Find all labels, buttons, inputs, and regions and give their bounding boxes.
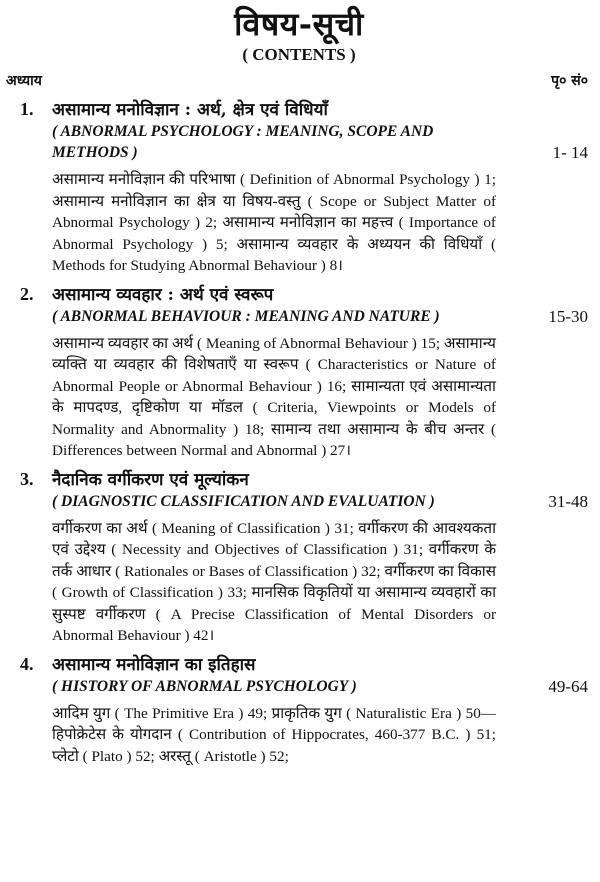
page-title: विषय-सूची (234, 5, 364, 43)
chapter-entry-3 (6, 468, 592, 647)
chapter-english-title: ( HISTORY OF ABNORMAL PSYCHOLOGY ) (52, 677, 357, 695)
chapter-entry-1 (6, 98, 592, 277)
page-number-column-label: पृ० सं० (551, 73, 588, 89)
chapter-title: असामान्य मनोविज्ञान का इतिहास (52, 654, 256, 675)
column-headers (6, 70, 592, 92)
chapter-number: 1. (20, 99, 34, 119)
chapter-entry-4 (6, 653, 592, 768)
chapter-topics: असामान्य व्यवहार का अर्थ ( Meaning of Abnormal Behaviour ) 15; असामान्य व्यक्ति या व्यवहार की विशेषताएँ या स्वरूप ( Characteristics or Nature of Abnormal People or Abnormal Behaviour ) 16; सामान्यता एवं असामान्यता के मापदण्ड, दृष्टिकोण या मॉडल ( Criteria, Viewpoints or Models of Normality and Abnormality ) 18; सामान्य तथा असामान्य के बीच अन्तर ( Differences between Normal and Abnormal ) 27। (52, 334, 496, 459)
chapter-english-title: ( DIAGNOSTIC CLASSIFICATION AND EVALUATION ) (52, 492, 435, 510)
chapter-page-range: 1- 14 (552, 143, 588, 162)
chapter-english-title: ( ABNORMAL PSYCHOLOGY : MEANING, SCOPE AND METHODS ) (52, 123, 434, 161)
chapter-page-range: 31-48 (548, 491, 588, 511)
chapter-number: 3. (20, 468, 34, 489)
chapter-title: नैदानिक वर्गीकरण एवं मूल्यांकन (52, 469, 249, 490)
chapter-page-range: 49-64 (548, 676, 588, 696)
chapter-english-title: ( ABNORMAL BEHAVIOUR : MEANING AND NATURE ) (52, 307, 440, 325)
chapter-number: 4. (20, 653, 34, 674)
chapter-title: असामान्य मनोविज्ञान : अर्थ, क्षेत्र एवं विधियाँ (52, 100, 328, 120)
chapter-title: असामान्य व्यवहार : अर्थ एवं स्वरूप (52, 284, 274, 305)
chapter-topics: वर्गीकरण का अर्थ ( Meaning of Classification ) 31; वर्गीकरण की आवश्यकता एवं उद्देश्य ( Necessity and Objectives of Classification ) 31; वर्गीकरण के तर्क आधार ( Rationales or Bases of Classification ) 32; वर्गीकरण का विकास ( Growth of Classification ) 33; मानसिक विकृतियों या असामान्य व्यवहारों का सुस्पष्ट वर्गीकरण ( A Precise Classification of Mental Disorders or Abnormal Behaviour ) 42। (52, 519, 496, 644)
chapter-column-label: अध्याय (6, 73, 42, 89)
page-subtitle: ( CONTENTS ) (242, 45, 356, 64)
chapter-number: 2. (20, 283, 34, 304)
chapter-entry-2 (6, 283, 592, 462)
chapter-page-range: 15-30 (548, 306, 588, 326)
chapter-topics: आदिम युग ( The Primitive Era ) 49; प्राकृतिक युग ( Naturalistic Era ) 50—हिपोक्रेटेस के योगदान ( Contribution of Hippocrates, 460-377 B.C. ) 51; प्लेटो ( Plato ) 52; अरस्तू ( Aristotle ) 52; (52, 704, 496, 765)
chapter-topics: असामान्य मनोविज्ञान की परिभाषा ( Definition of Abnormal Psychology ) 1; असामान्य मनोविज्ञान का क्षेत्र या विषय-वस्तु ( Scope or Subject Matter of Abnormal Psychology ) 2; असामान्य मनोविज्ञान का महत्त्व ( Importance of Abnormal Psychology ) 5; असामान्य व्यवहार के अध्ययन की विधियाँ ( Methods for Studying Abnormal Behaviour ) 8। (52, 171, 496, 274)
